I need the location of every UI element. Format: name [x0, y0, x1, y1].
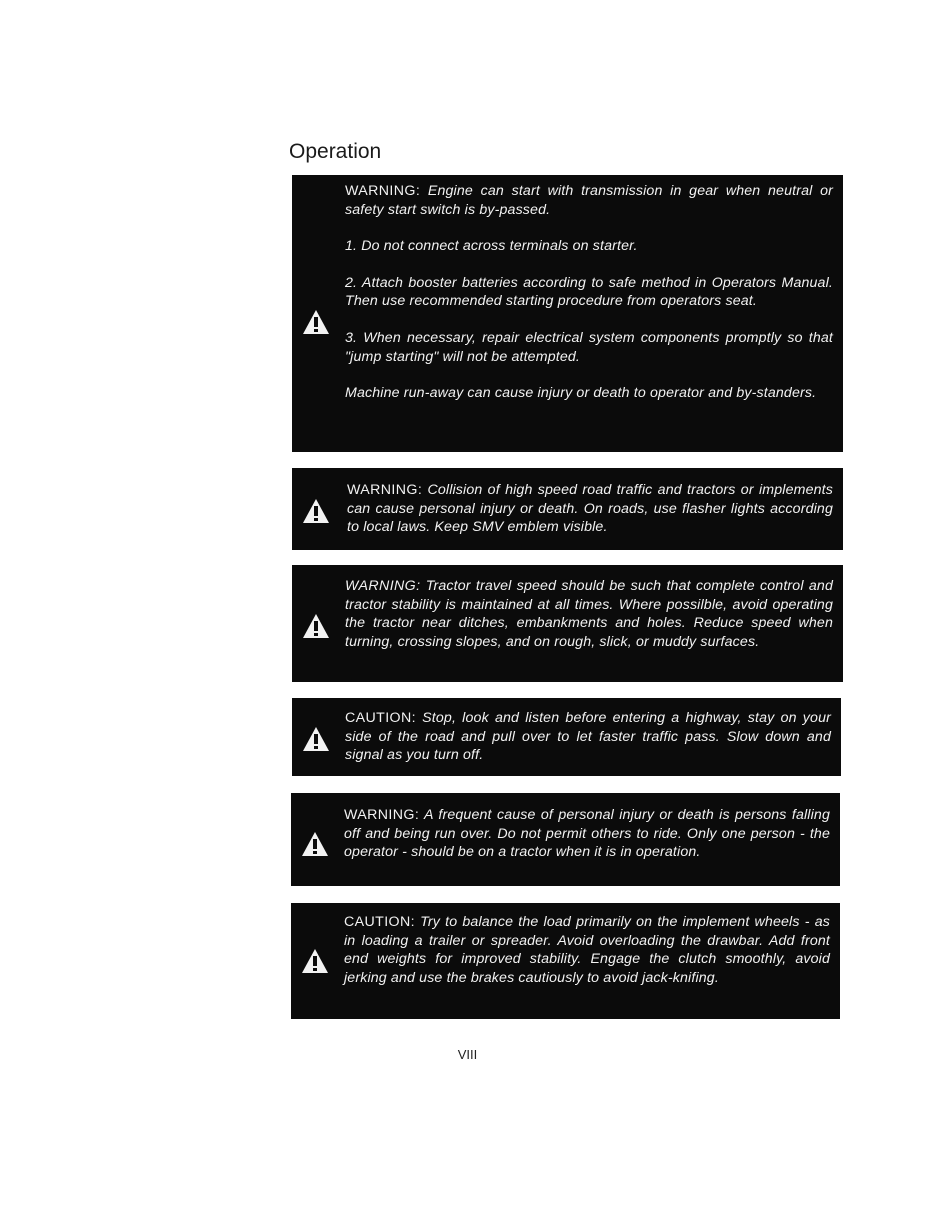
warning-triangle-icon [301, 831, 329, 857]
caution-box-highway [292, 698, 841, 776]
warning-paragraph: Tractor travel speed should be such that complete control and tractor stability is maintained at all times. Where possilble, avoid operating the tractor near ditches, embankments and holes. Reduce speed when turning, crossing slopes, and on rough, slick, or muddy surfaces. [345, 578, 833, 650]
warning-paragraph: Engine can start with transmission in gear when neutral or safety start switch is by-passed. [345, 183, 834, 218]
warning-paragraph: 2. Attach booster batteries according to safe method in Operators Manual. Then use recommended starting procedure from operators seat. [345, 274, 833, 310]
warning-paragraph: Collision of high speed road traffic and tractors or implements can cause personal injury or death. On roads, use flasher lights according to local laws. Keep SMV emblem visible. [347, 482, 834, 536]
warning-paragraph: Machine run-away can cause injury or death to operator and by-standers. [345, 385, 817, 402]
caution-text [344, 913, 830, 987]
page-number: VIII [457, 1047, 478, 1062]
caution-label: CAUTION: [344, 914, 415, 930]
caution-paragraph: Try to balance the load primarily on the implement wheels - as in loading a trailer or spreader. Avoid overloading the drawbar. Add front end weights for improved stability. Engage the clutch smoothly, avoid jerking and use the brakes cautiously to avoid jack-knifing. [344, 914, 830, 986]
warning-text [345, 577, 833, 651]
caution-box-load-balance [291, 903, 840, 1019]
warning-triangle-icon [302, 726, 330, 752]
warning-box-road-traffic [292, 468, 843, 550]
warning-box-travel-speed [292, 565, 843, 682]
warning-box-engine-start [292, 175, 843, 452]
warning-paragraph: 1. Do not connect across terminals on starter. [345, 238, 638, 255]
page-title: Operation [289, 140, 382, 163]
warning-paragraph: 3. When necessary, repair electrical system components promptly so that "jump starting" will not be attempted. [345, 329, 833, 365]
caution-paragraph: Stop, look and listen before entering a highway, stay on your side of the road and pull over to let faster traffic pass. Slow down and signal as you turn off. [345, 710, 831, 764]
warning-triangle-icon [302, 613, 330, 639]
warning-text [345, 182, 833, 403]
warning-label: WARNING: [345, 578, 421, 594]
warning-text [347, 481, 833, 537]
warning-label: WARNING: [344, 807, 420, 823]
warning-paragraph: A frequent cause of personal injury or death is persons falling off and being run over. Do not permit others to ride. Only one person - the operator - should be on a tractor when it is in operation. [344, 807, 830, 861]
warning-triangle-icon [302, 309, 330, 335]
warning-triangle-icon [301, 948, 329, 974]
warning-text [344, 806, 830, 862]
warning-label: WARNING: [345, 183, 421, 199]
caution-label: CAUTION: [345, 710, 416, 726]
caution-text [345, 709, 831, 765]
warning-triangle-icon [302, 498, 330, 524]
warning-label: WARNING: [347, 482, 423, 498]
warning-box-riders [291, 793, 840, 886]
